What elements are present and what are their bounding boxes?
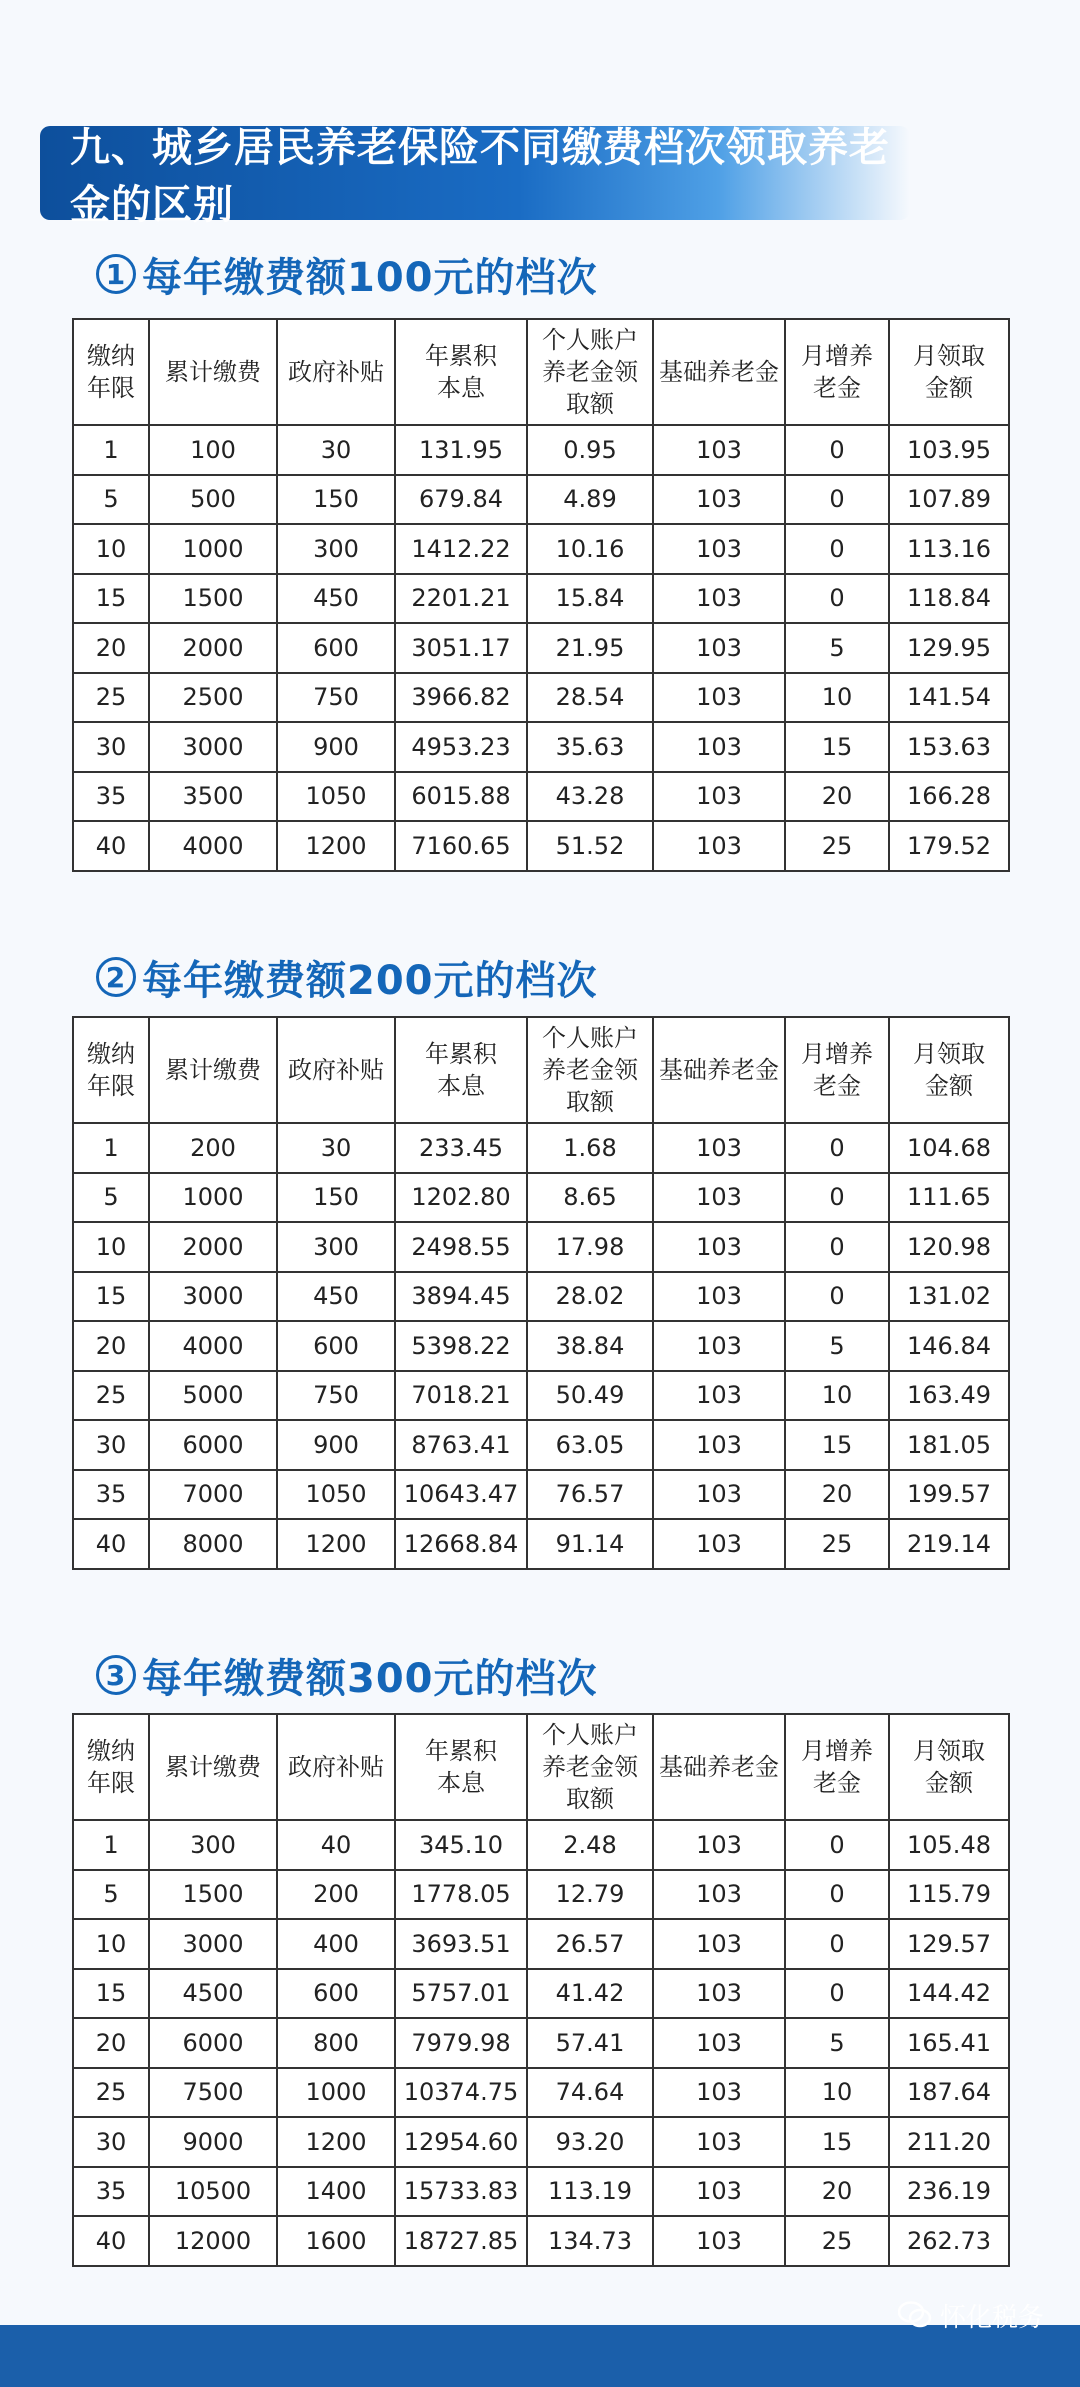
table-cell: 129.57 — [889, 1919, 1009, 1969]
table-cell: 4000 — [149, 821, 277, 871]
table-cell: 0 — [785, 1173, 889, 1223]
table-cell: 2500 — [149, 673, 277, 723]
table-row — [73, 673, 1009, 723]
table-cell: 63.05 — [527, 1420, 653, 1470]
table-cell: 134.73 — [527, 2216, 653, 2266]
table-cell: 30 — [277, 1123, 395, 1173]
banner-title: 九、城乡居民养老保险不同缴费档次领取养老金的区别 — [70, 125, 890, 228]
table-cell: 2498.55 — [395, 1222, 527, 1272]
table-cell: 300 — [277, 1222, 395, 1272]
table-cell: 10 — [785, 1371, 889, 1421]
table-cell: 103 — [653, 1420, 785, 1470]
table-row — [73, 574, 1009, 624]
table-cell: 153.63 — [889, 722, 1009, 772]
table-cell: 9000 — [149, 2117, 277, 2167]
column-header: 累计缴费 — [149, 319, 277, 425]
table-cell: 57.41 — [527, 2018, 653, 2068]
table-cell: 103 — [653, 1820, 785, 1870]
section-title-text-2: 每年缴费额200元的档次 — [142, 957, 598, 1004]
table-cell: 200 — [277, 1870, 395, 1920]
table-cell: 20 — [73, 623, 149, 673]
table-cell: 146.84 — [889, 1321, 1009, 1371]
brand-watermark — [898, 2300, 1044, 2333]
table-cell: 3051.17 — [395, 623, 527, 673]
column-header: 政府补贴 — [277, 319, 395, 425]
table-cell: 103 — [653, 821, 785, 871]
table-row — [73, 1519, 1009, 1569]
table-cell: 600 — [277, 1321, 395, 1371]
table-cell: 0 — [785, 1969, 889, 2019]
column-header: 政府补贴 — [277, 1017, 395, 1123]
table-row — [73, 2117, 1009, 2167]
table-cell: 12.79 — [527, 1870, 653, 1920]
column-header: 年累积 本息 — [395, 1017, 527, 1123]
table-cell: 0 — [785, 1919, 889, 1969]
table-cell: 1500 — [149, 1870, 277, 1920]
table-cell: 120.98 — [889, 1222, 1009, 1272]
table-cell: 25 — [785, 2216, 889, 2266]
table-cell: 10 — [785, 2068, 889, 2118]
table-cell: 150 — [277, 1173, 395, 1223]
table-row — [73, 2018, 1009, 2068]
table-cell: 15 — [73, 1272, 149, 1322]
table-row — [73, 821, 1009, 871]
table-cell: 15 — [785, 2117, 889, 2167]
table-cell: 40 — [277, 1820, 395, 1870]
table-cell: 1200 — [277, 2117, 395, 2167]
section-title-text-1: 每年缴费额100元的档次 — [142, 254, 598, 301]
section-number-1: 1 — [96, 254, 136, 294]
table-cell: 103 — [653, 2117, 785, 2167]
table-cell: 1 — [73, 1123, 149, 1173]
table-cell: 113.16 — [889, 524, 1009, 574]
table-cell: 1200 — [277, 1519, 395, 1569]
table-cell: 5 — [73, 1870, 149, 1920]
table-cell: 10 — [73, 524, 149, 574]
header-row — [73, 1714, 1009, 1820]
table-cell: 20 — [785, 1470, 889, 1520]
table-cell: 103 — [653, 1919, 785, 1969]
table-cell: 25 — [73, 2068, 149, 2118]
table-cell: 1 — [73, 425, 149, 475]
table-cell: 103 — [653, 1519, 785, 1569]
table-cell: 0 — [785, 524, 889, 574]
table-cell: 3966.82 — [395, 673, 527, 723]
table-cell: 800 — [277, 2018, 395, 2068]
table-cell: 50.49 — [527, 1371, 653, 1421]
table-row — [73, 1820, 1009, 1870]
table-cell: 2.48 — [527, 1820, 653, 1870]
table-cell: 103 — [653, 2167, 785, 2217]
table-cell: 111.65 — [889, 1173, 1009, 1223]
table-cell: 103 — [653, 1123, 785, 1173]
column-header: 缴纳 年限 — [73, 319, 149, 425]
table-cell: 0 — [785, 1870, 889, 1920]
column-header: 个人账户 养老金领 取额 — [527, 1017, 653, 1123]
table-cell: 8000 — [149, 1519, 277, 1569]
table-cell: 25 — [73, 673, 149, 723]
table-cell: 107.89 — [889, 475, 1009, 525]
table-cell: 679.84 — [395, 475, 527, 525]
table-cell: 20 — [785, 772, 889, 822]
table-cell: 21.95 — [527, 623, 653, 673]
table-cell: 3500 — [149, 772, 277, 822]
table-cell: 15733.83 — [395, 2167, 527, 2217]
table-cell: 103 — [653, 623, 785, 673]
column-header: 月领取 金额 — [889, 1017, 1009, 1123]
table-cell: 12000 — [149, 2216, 277, 2266]
table-cell: 20 — [73, 1321, 149, 1371]
column-header: 个人账户 养老金领 取额 — [527, 319, 653, 425]
section-number-3: 3 — [96, 1655, 136, 1695]
table-cell: 400 — [277, 1919, 395, 1969]
table-cell: 0 — [785, 574, 889, 624]
table-cell: 103 — [653, 1272, 785, 1322]
table-cell: 103 — [653, 2216, 785, 2266]
table-cell: 262.73 — [889, 2216, 1009, 2266]
table-cell: 7500 — [149, 2068, 277, 2118]
table-row — [73, 1173, 1009, 1223]
table-cell: 0 — [785, 1272, 889, 1322]
table-cell: 0.95 — [527, 425, 653, 475]
table-cell: 4.89 — [527, 475, 653, 525]
table-cell: 6000 — [149, 1420, 277, 1470]
table-cell: 144.42 — [889, 1969, 1009, 2019]
table-cell: 103 — [653, 772, 785, 822]
table-cell: 1 — [73, 1820, 149, 1870]
table-cell: 103 — [653, 2018, 785, 2068]
table-cell: 28.54 — [527, 673, 653, 723]
table-row — [73, 2216, 1009, 2266]
table-cell: 15 — [785, 722, 889, 772]
table-cell: 103 — [653, 1870, 785, 1920]
table-cell: 103.95 — [889, 425, 1009, 475]
table-row — [73, 1870, 1009, 1920]
table-cell: 181.05 — [889, 1420, 1009, 1470]
table-cell: 10.16 — [527, 524, 653, 574]
column-header: 月增养 老金 — [785, 1714, 889, 1820]
table-cell: 0 — [785, 475, 889, 525]
table-cell: 1778.05 — [395, 1870, 527, 1920]
column-header: 基础养老金 — [653, 1017, 785, 1123]
table-cell: 165.41 — [889, 2018, 1009, 2068]
table-cell: 131.95 — [395, 425, 527, 475]
table-cell: 10500 — [149, 2167, 277, 2217]
table-cell: 300 — [149, 1820, 277, 1870]
table-cell: 40 — [73, 1519, 149, 1569]
table-cell: 103 — [653, 524, 785, 574]
table-cell: 115.79 — [889, 1870, 1009, 1920]
table-cell: 35 — [73, 1470, 149, 1520]
table-cell: 113.19 — [527, 2167, 653, 2217]
table-row — [73, 722, 1009, 772]
table-cell: 10 — [73, 1919, 149, 1969]
table-cell: 3000 — [149, 722, 277, 772]
table-cell: 76.57 — [527, 1470, 653, 1520]
section-title-text-3: 每年缴费额300元的档次 — [142, 1655, 598, 1702]
table-cell: 41.42 — [527, 1969, 653, 2019]
table-cell: 104.68 — [889, 1123, 1009, 1173]
table-cell: 4000 — [149, 1321, 277, 1371]
table-cell: 187.64 — [889, 2068, 1009, 2118]
table-cell: 7979.98 — [395, 2018, 527, 2068]
column-header: 累计缴费 — [149, 1017, 277, 1123]
table-cell: 1202.80 — [395, 1173, 527, 1223]
table-cell: 118.84 — [889, 574, 1009, 624]
column-header: 年累积 本息 — [395, 319, 527, 425]
table-cell: 450 — [277, 1272, 395, 1322]
pension-table-3 — [72, 1713, 1010, 2267]
column-header: 政府补贴 — [277, 1714, 395, 1820]
table-cell: 103 — [653, 1969, 785, 2019]
table-row — [73, 1420, 1009, 1470]
table-cell: 3000 — [149, 1919, 277, 1969]
footer-bar — [0, 2325, 1080, 2387]
table-cell: 12668.84 — [395, 1519, 527, 1569]
table-cell: 8.65 — [527, 1173, 653, 1223]
table-cell: 8763.41 — [395, 1420, 527, 1470]
section-banner — [40, 125, 910, 228]
column-header: 月领取 金额 — [889, 319, 1009, 425]
table-cell: 141.54 — [889, 673, 1009, 723]
table-cell: 10643.47 — [395, 1470, 527, 1520]
table-cell: 35 — [73, 772, 149, 822]
table-cell: 103 — [653, 722, 785, 772]
table-cell: 15.84 — [527, 574, 653, 624]
table-cell: 1.68 — [527, 1123, 653, 1173]
table-cell: 15 — [73, 574, 149, 624]
section-title-2 — [96, 947, 598, 1007]
table-cell: 43.28 — [527, 772, 653, 822]
table-cell: 105.48 — [889, 1820, 1009, 1870]
table-cell: 6000 — [149, 2018, 277, 2068]
table-cell: 103 — [653, 1371, 785, 1421]
table-cell: 40 — [73, 821, 149, 871]
table-cell: 1000 — [277, 2068, 395, 2118]
column-header: 缴纳 年限 — [73, 1017, 149, 1123]
column-header: 缴纳 年限 — [73, 1714, 149, 1820]
table-cell: 30 — [73, 1420, 149, 1470]
table-cell: 28.02 — [527, 1272, 653, 1322]
table-row — [73, 2068, 1009, 2118]
table-cell: 103 — [653, 673, 785, 723]
table-row — [73, 524, 1009, 574]
table-cell: 1500 — [149, 574, 277, 624]
table-cell: 345.10 — [395, 1820, 527, 1870]
table-cell: 1050 — [277, 772, 395, 822]
table-cell: 51.52 — [527, 821, 653, 871]
table-cell: 750 — [277, 1371, 395, 1421]
table-row — [73, 1470, 1009, 1520]
table-cell: 0 — [785, 1820, 889, 1870]
table-cell: 0 — [785, 1222, 889, 1272]
table-cell: 150 — [277, 475, 395, 525]
table-cell: 30 — [73, 722, 149, 772]
section-number-2: 2 — [96, 957, 136, 997]
table-cell: 30 — [277, 425, 395, 475]
table-cell: 600 — [277, 623, 395, 673]
table-cell: 103 — [653, 574, 785, 624]
table-cell: 0 — [785, 425, 889, 475]
section-title-3 — [96, 1645, 598, 1705]
column-header: 个人账户 养老金领 取额 — [527, 1714, 653, 1820]
table-cell: 35 — [73, 2167, 149, 2217]
table-cell: 30 — [73, 2117, 149, 2167]
table-cell: 5 — [785, 1321, 889, 1371]
table-cell: 900 — [277, 1420, 395, 1470]
table-row — [73, 1321, 1009, 1371]
table-cell: 103 — [653, 1470, 785, 1520]
column-header: 月增养 老金 — [785, 319, 889, 425]
table-cell: 5 — [73, 1173, 149, 1223]
table-cell: 199.57 — [889, 1470, 1009, 1520]
table-cell: 26.57 — [527, 1919, 653, 1969]
table-cell: 5 — [785, 623, 889, 673]
table-cell: 6015.88 — [395, 772, 527, 822]
column-header: 基础养老金 — [653, 319, 785, 425]
table-cell: 10 — [73, 1222, 149, 1272]
column-header: 累计缴费 — [149, 1714, 277, 1820]
table-row — [73, 475, 1009, 525]
table-cell: 91.14 — [527, 1519, 653, 1569]
header-row — [73, 1017, 1009, 1123]
table-cell: 5 — [785, 2018, 889, 2068]
table-cell: 4500 — [149, 1969, 277, 2019]
table-cell: 3693.51 — [395, 1919, 527, 1969]
table-cell: 0 — [785, 1123, 889, 1173]
column-header: 年累积 本息 — [395, 1714, 527, 1820]
table-cell: 450 — [277, 574, 395, 624]
table-cell: 40 — [73, 2216, 149, 2266]
table-cell: 93.20 — [527, 2117, 653, 2167]
table-row — [73, 623, 1009, 673]
table-cell: 4953.23 — [395, 722, 527, 772]
table-cell: 10 — [785, 673, 889, 723]
table-cell: 5398.22 — [395, 1321, 527, 1371]
table-cell: 200 — [149, 1123, 277, 1173]
table-cell: 25 — [73, 1371, 149, 1421]
table-cell: 2000 — [149, 623, 277, 673]
table-cell: 12954.60 — [395, 2117, 527, 2167]
table-row — [73, 1371, 1009, 1421]
table-cell: 35.63 — [527, 722, 653, 772]
table-row — [73, 2167, 1009, 2217]
table-cell: 3000 — [149, 1272, 277, 1322]
table-cell: 166.28 — [889, 772, 1009, 822]
table-cell: 15 — [785, 1420, 889, 1470]
table-cell: 236.19 — [889, 2167, 1009, 2217]
table-cell: 1400 — [277, 2167, 395, 2217]
table-cell: 74.64 — [527, 2068, 653, 2118]
table-cell: 3894.45 — [395, 1272, 527, 1322]
column-header: 基础养老金 — [653, 1714, 785, 1820]
table-row — [73, 1919, 1009, 1969]
table-cell: 5 — [73, 475, 149, 525]
table-cell: 7000 — [149, 1470, 277, 1520]
table-cell: 2201.21 — [395, 574, 527, 624]
table-cell: 38.84 — [527, 1321, 653, 1371]
table-cell: 750 — [277, 673, 395, 723]
table-cell: 179.52 — [889, 821, 1009, 871]
table-cell: 103 — [653, 1321, 785, 1371]
table-cell: 17.98 — [527, 1222, 653, 1272]
table-cell: 163.49 — [889, 1371, 1009, 1421]
table-cell: 300 — [277, 524, 395, 574]
column-header: 月领取 金额 — [889, 1714, 1009, 1820]
table-cell: 900 — [277, 722, 395, 772]
table-cell: 1000 — [149, 524, 277, 574]
table-cell: 18727.85 — [395, 2216, 527, 2266]
table-cell: 103 — [653, 2068, 785, 2118]
table-cell: 25 — [785, 821, 889, 871]
table-cell: 1600 — [277, 2216, 395, 2266]
table-cell: 211.20 — [889, 2117, 1009, 2167]
table-cell: 5000 — [149, 1371, 277, 1421]
table-row — [73, 1123, 1009, 1173]
table-cell: 103 — [653, 425, 785, 475]
pension-table-2 — [72, 1016, 1010, 1570]
table-row — [73, 772, 1009, 822]
wechat-icon — [898, 2301, 932, 2329]
table-cell: 25 — [785, 1519, 889, 1569]
table-cell: 1200 — [277, 821, 395, 871]
table-cell: 15 — [73, 1969, 149, 2019]
table-cell: 219.14 — [889, 1519, 1009, 1569]
table-row — [73, 425, 1009, 475]
table-cell: 7018.21 — [395, 1371, 527, 1421]
column-header: 月增养 老金 — [785, 1017, 889, 1123]
table-cell: 20 — [785, 2167, 889, 2217]
table-cell: 103 — [653, 475, 785, 525]
table-cell: 600 — [277, 1969, 395, 2019]
table-cell: 20 — [73, 2018, 149, 2068]
pension-table-1 — [72, 318, 1010, 872]
table-cell: 129.95 — [889, 623, 1009, 673]
table-cell: 100 — [149, 425, 277, 475]
table-row — [73, 1222, 1009, 1272]
table-cell: 500 — [149, 475, 277, 525]
table-cell: 5757.01 — [395, 1969, 527, 2019]
header-row — [73, 319, 1009, 425]
table-cell: 103 — [653, 1173, 785, 1223]
section-title-1 — [96, 244, 598, 304]
table-cell: 1050 — [277, 1470, 395, 1520]
table-cell: 1412.22 — [395, 524, 527, 574]
table-cell: 1000 — [149, 1173, 277, 1223]
table-row — [73, 1272, 1009, 1322]
table-cell: 103 — [653, 1222, 785, 1272]
table-cell: 2000 — [149, 1222, 277, 1272]
brand-name: 怀化税务 — [939, 2302, 1044, 2333]
table-cell: 233.45 — [395, 1123, 527, 1173]
table-cell: 131.02 — [889, 1272, 1009, 1322]
table-cell: 7160.65 — [395, 821, 527, 871]
table-row — [73, 1969, 1009, 2019]
table-cell: 10374.75 — [395, 2068, 527, 2118]
